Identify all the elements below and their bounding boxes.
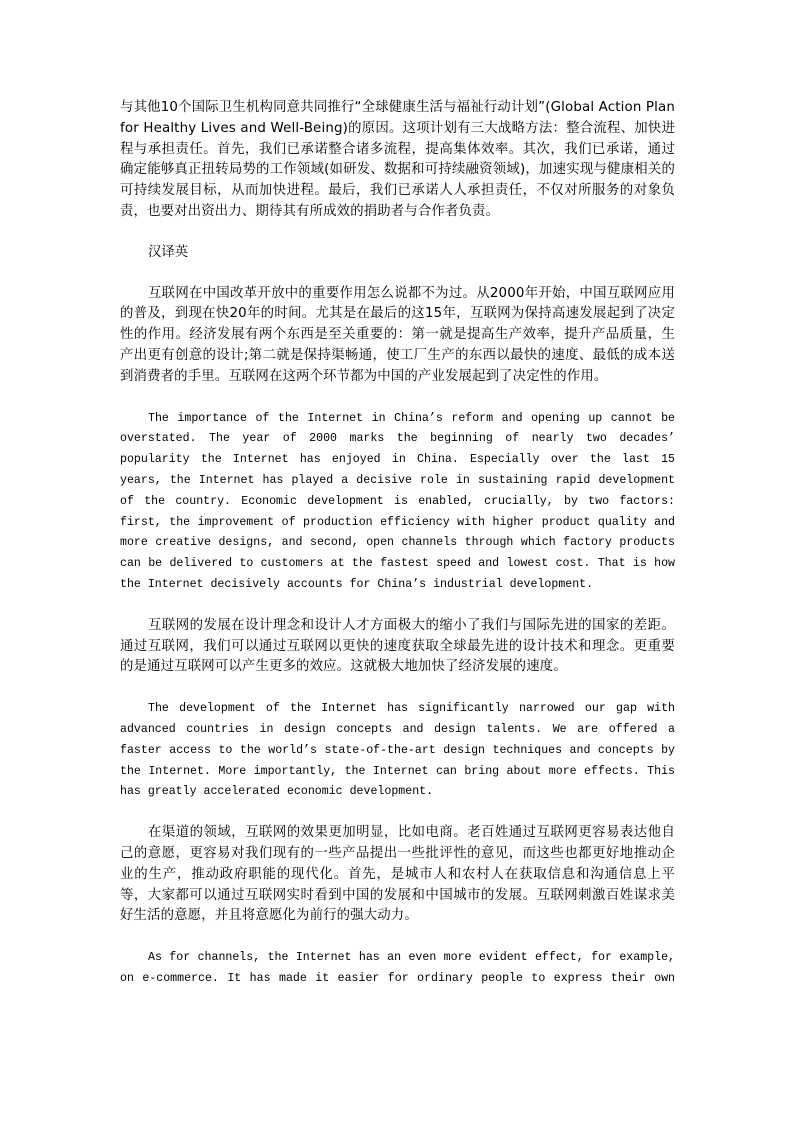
paragraph-internet-importance-en: The importance of the Internet in China’s reform and opening up cannot be overstated. The year of 2000 marks the beginning of nearly two decades’ popularity the Internet has enjoyed in China. Especially over the last 15 years, the Internet has played a decisive role in sustaining rapid development of the country. Economic development is enabled, crucially, by two factors: first, the improvement of production efficiency with higher product quality and more creative designs, and second, open channels through which factory products can be delivered to customers at the fastest speed and lowest cost. That is how the Internet decisively accounts for China’s industrial development. — [120, 411, 675, 591]
spacer — [120, 388, 675, 409]
paragraph-intro-cn: 与其他10个国际卫生机构同意共同推行“全球健康生活与福祉行动计划”(Global Action Plan for Healthy Lives and Well-Being)的原因。这项计划有三大战略方法：整合流程、加快进程与承担责任。首先，我们已承诺整合诸多流程，提高集体效率。其次，我们已承诺，通过确定能够真正扭转局势的工作领域(如研发、数据和可持续融资领域)，加速实现与健康相关的可持续发展目标，从而加快进程。最后，我们已承诺人人承担责任，不仅对所服务的对象负责，也要对出资出力、期待其有所成效的捐助者与合作者负责。 — [120, 100, 675, 219]
spacer — [120, 596, 675, 616]
spacer — [120, 927, 675, 948]
spacer — [120, 803, 675, 823]
spacer — [120, 264, 675, 284]
paragraph-design-gap-en: The development of the Internet has significantly narrowed our gap with advanced countries in design concepts and design talents. We are offered a faster access to the world’s state-of-the-art design techniques and concepts by the Internet. More importantly, the Internet can bring about more effects. This has greatly accelerated economic development. — [120, 702, 675, 799]
section-heading: 汉译英 — [148, 244, 189, 260]
paragraph-design-gap-cn: 互联网的发展在设计理念和设计人才方面极大的缩小了我们与国际先进的国家的差距。通过互联网，我们可以通过互联网以更快的速度获取全球最先进的设计技术和理念。更重要的是通过互联网可以产生更多的效应。这就极大地加快了经济发展的速度。 — [120, 617, 675, 675]
paragraph-channels-en: As for channels, the Internet has an even more evident effect, for example, on e-commerce. It has made it easier for ordinary people to express their own — [120, 951, 675, 985]
paragraph-channels-cn: 在渠道的领域，互联网的效果更加明显，比如电商。老百姓通过互联网更容易表达他自己的意愿，更容易对我们现有的一些产品提出一些批评性的意见，而这些也都更好地推动企业的生产，推动政府职能的现代化。首先，是城市人和农村人在获取信息和沟通信息上平等，大家都可以通过互联网实时看到中国的发展和中国城市的发展。互联网刺激百姓谋求美好生活的意愿，并且将意愿化为前行的强大动力。 — [120, 825, 675, 924]
spacer — [120, 678, 675, 699]
paragraph-internet-importance-cn: 互联网在中国改革开放中的重要作用怎么说都不为过。从2000年开始，中国互联网应用的普及，到现在快20年的时间。尤其是在最后的这15年，互联网为保持高速发展起到了决定性的作用。经济发展有两个东西是至关重要的：第一就是提高生产效率，提升产品质量，生产出更有创意的设计;第二就是保持渠畅通，使工厂生产的东西以最快的速度、最低的成本送到消费者的手里。互联网在这两个环节都为中国的产业发展起到了决定性的作用。 — [120, 285, 675, 384]
spacer — [120, 223, 675, 243]
document-page — [120, 98, 675, 990]
